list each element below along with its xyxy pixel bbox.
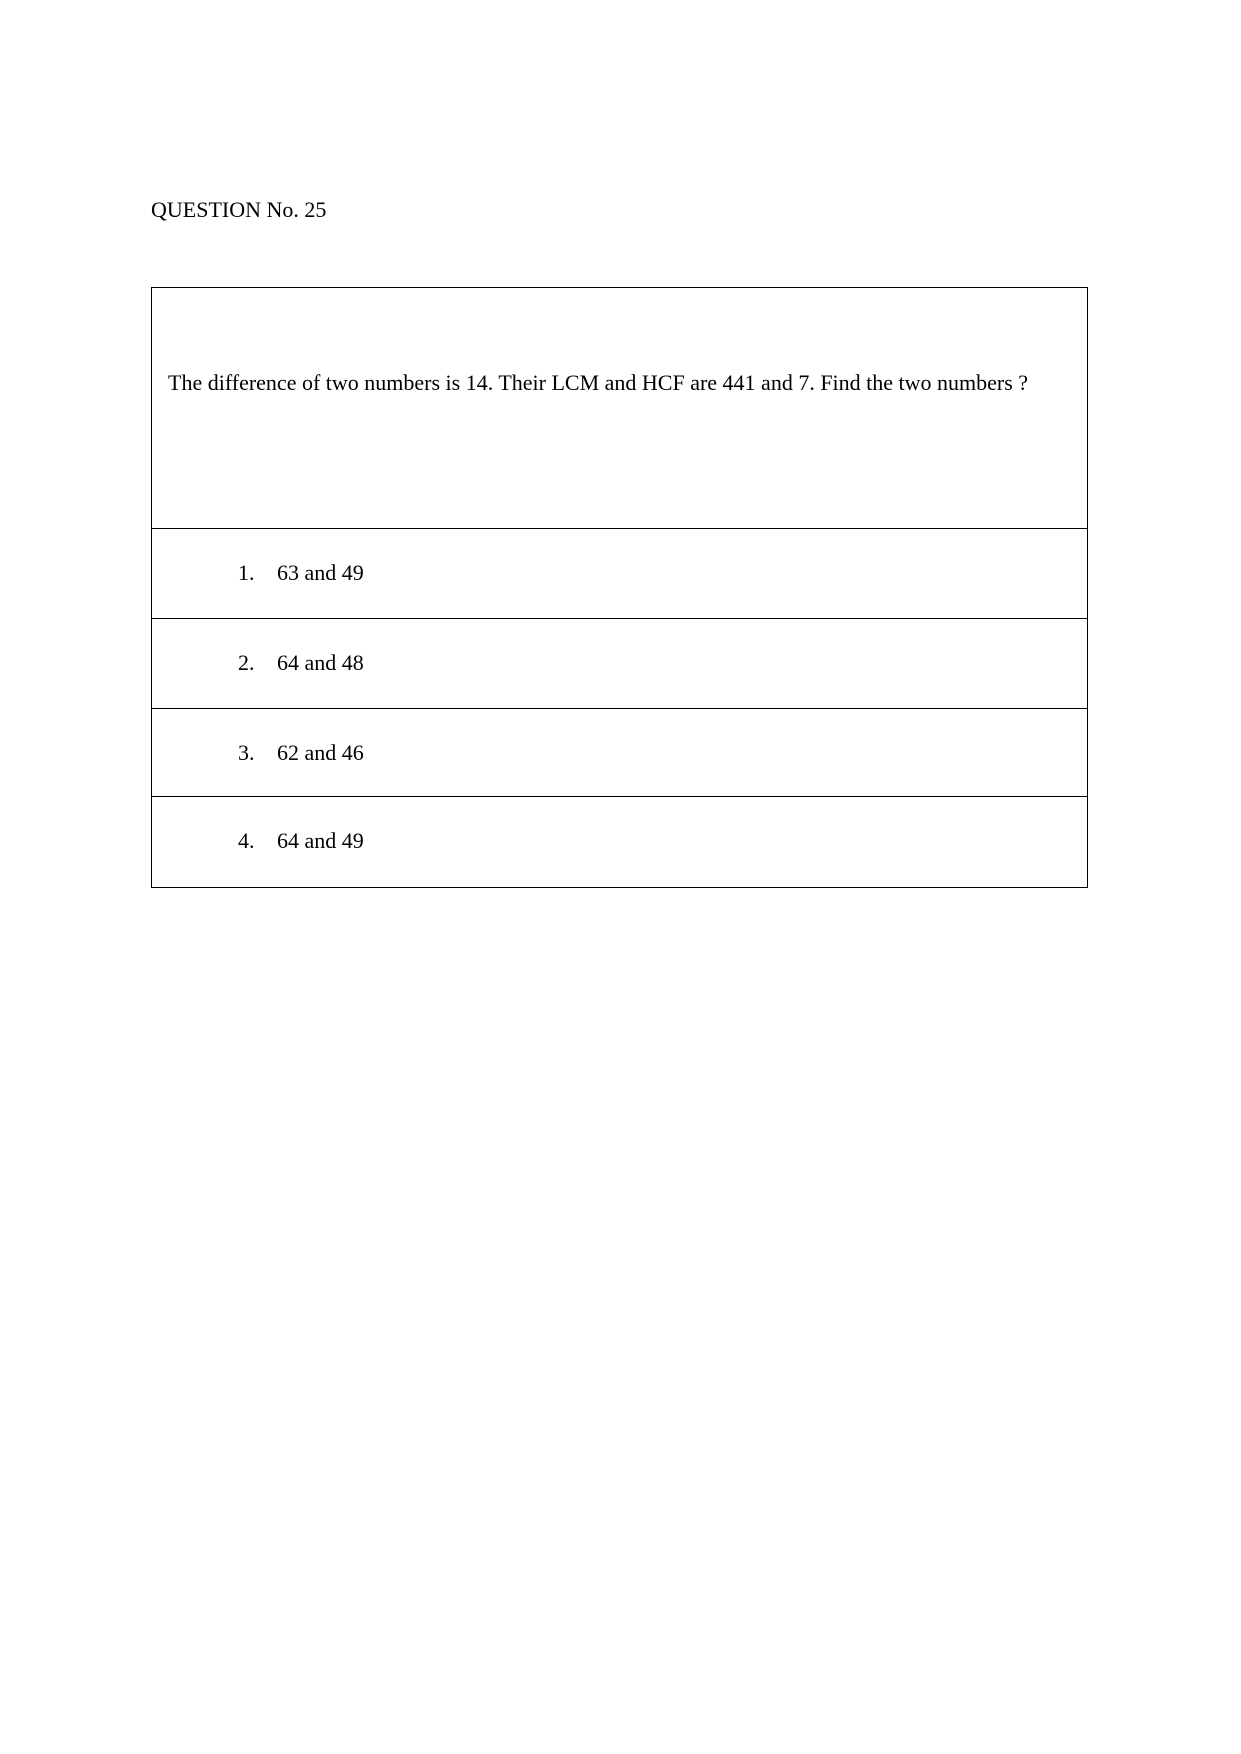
option-text: 64 and 49 xyxy=(277,828,364,853)
question-heading: QUESTION No. 25 xyxy=(151,197,327,222)
option-text: 64 and 48 xyxy=(277,650,364,675)
option-row-1[interactable] xyxy=(152,529,1087,619)
question-cell xyxy=(152,288,1087,529)
question-table xyxy=(151,287,1088,888)
option-number: 2. xyxy=(238,650,255,675)
option-number: 3. xyxy=(238,740,255,765)
option-row-2[interactable] xyxy=(152,619,1087,709)
option-row-4[interactable] xyxy=(152,797,1087,887)
option-row-3[interactable] xyxy=(152,709,1087,797)
question-text: The difference of two numbers is 14. Their LCM and HCF are 441 and 7. Find the two numbers ? xyxy=(168,370,1029,395)
option-text: 63 and 49 xyxy=(277,560,364,585)
option-number: 1. xyxy=(238,560,255,585)
option-number: 4. xyxy=(238,828,255,853)
option-text: 62 and 46 xyxy=(277,740,364,765)
